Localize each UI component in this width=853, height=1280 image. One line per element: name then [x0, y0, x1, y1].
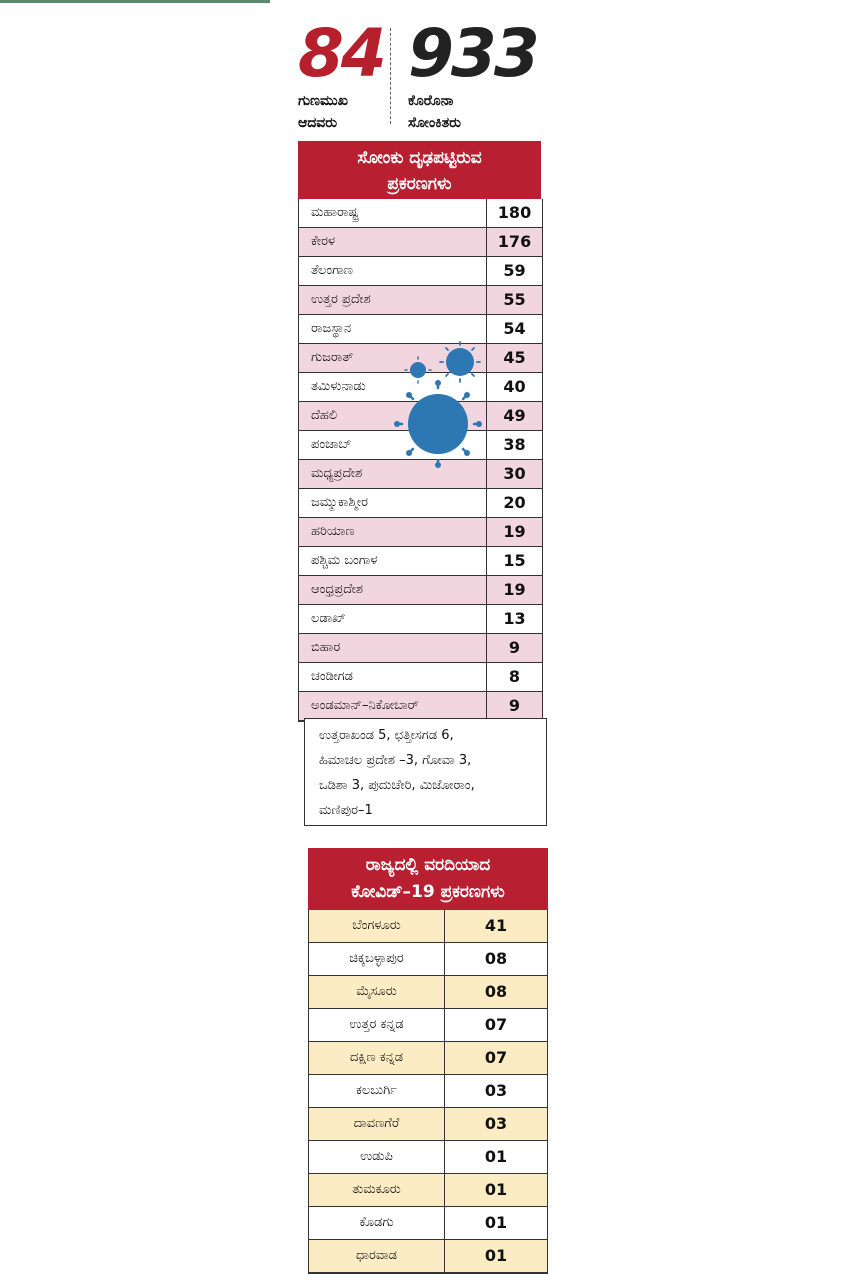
row-name: ಬಿಹಾರ [299, 634, 487, 662]
table-row [299, 663, 542, 692]
table-row [299, 199, 542, 228]
row-value: 180 [497, 203, 532, 222]
row-value: 19 [503, 522, 526, 541]
karnataka-table-header [308, 848, 548, 910]
row-value: 45 [503, 348, 526, 367]
row-value: 01 [484, 1180, 508, 1199]
table-row [299, 489, 542, 518]
footnote-line: ಮಣಿಪುರ–1 [319, 803, 373, 818]
row-value: 07 [484, 1015, 508, 1034]
row-value: 07 [484, 1048, 508, 1067]
footnote-line: ಉತ್ತರಾಖಂಡ 5, ಛತ್ತೀಸಗಡ 6, [319, 728, 454, 743]
row-name: ತೆಲಂಗಾಣ [299, 257, 487, 285]
table-row [309, 1075, 547, 1108]
table-row [309, 976, 547, 1009]
recovered-count: 84 [298, 15, 384, 92]
row-name: ದಾವಣಗೆರೆ [309, 1108, 445, 1140]
row-value: 01 [484, 1147, 508, 1166]
row-value: 9 [508, 696, 521, 715]
row-value: 9 [508, 638, 521, 657]
row-value: 03 [484, 1114, 508, 1133]
table-row [299, 228, 542, 257]
states-table-title-line2: ಪ್ರಕರಣಗಳು [387, 174, 452, 194]
recovered-stat [298, 15, 384, 134]
row-value: 03 [484, 1081, 508, 1100]
table-row [299, 257, 542, 286]
row-name: ಜಮ್ಮುಕಾಶ್ಮೀರ [299, 489, 487, 517]
footnote-line: ಒಡಿಶಾ 3, ಪುದುಚೇರಿ, ಮಿಜೋರಾಂ, [319, 778, 475, 793]
row-value: 20 [503, 493, 526, 512]
row-value: 15 [503, 551, 526, 570]
row-value: 54 [503, 319, 526, 338]
row-value: 40 [503, 377, 526, 396]
row-name: ಕೊಡಗು [309, 1207, 445, 1239]
row-name: ಆಂಧ್ರಪ್ರದೇಶ [299, 576, 487, 604]
table-row [299, 692, 542, 721]
row-name: ಚಂಡೀಗಡ [299, 663, 487, 691]
row-name: ಉತ್ತರ ಕನ್ನಡ [309, 1009, 445, 1041]
row-name: ಹರಿಯಾಣ [299, 518, 487, 546]
row-value: 19 [503, 580, 526, 599]
table-row [309, 1108, 547, 1141]
row-value: 38 [503, 435, 526, 454]
table-row [299, 634, 542, 663]
row-name: ಕೇರಳ [299, 228, 487, 256]
table-row [309, 1042, 547, 1075]
row-value: 55 [503, 290, 526, 309]
row-name: ದಕ್ಷಿಣ ಕನ್ನಡ [309, 1042, 445, 1074]
states-table-header [298, 141, 541, 199]
table-row [309, 910, 547, 943]
table-row [309, 943, 547, 976]
row-value: 08 [484, 982, 508, 1001]
row-name: ಚಿಕ್ಕಬಳ್ಳಾಪುರ [309, 943, 445, 975]
table-row [309, 1141, 547, 1174]
karnataka-table-body [308, 910, 548, 1274]
row-value: 8 [508, 667, 521, 686]
table-row [299, 547, 542, 576]
row-name: ತುಮಕೂರು [309, 1174, 445, 1206]
row-value: 30 [503, 464, 526, 483]
row-name: ಪಂಜಾಬ್ [299, 431, 487, 459]
row-name: ಪಶ್ಚಿಮ ಬಂಗಾಳ [299, 547, 487, 575]
row-value: 08 [484, 949, 508, 968]
row-name: ಕಲಬುರ್ಗಿ [309, 1075, 445, 1107]
states-table-title-line1: ಸೋಂಕು ದೃಢಪಟ್ಟಿರುವ [357, 148, 482, 168]
table-row [299, 286, 542, 315]
top-accent-line [0, 0, 270, 3]
row-name: ಉತ್ತರ ಪ್ರದೇಶ [299, 286, 487, 314]
karnataka-table-title-line1: ರಾಜ್ಯದಲ್ಲಿ ವರದಿಯಾದ [365, 855, 491, 875]
states-footnote [304, 718, 547, 826]
cases-label-line1: ಕೊರೊನಾ [408, 93, 454, 109]
table-row [309, 1207, 547, 1240]
row-name: ಧಾರವಾಡ [309, 1240, 445, 1272]
row-name: ಮಧ್ಯಪ್ರದೇಶ [299, 460, 487, 488]
row-name: ಬೆಂಗಳೂರು [309, 910, 445, 942]
row-name: ರಾಜಸ್ಥಾನ [299, 315, 487, 343]
row-name: ಲಡಾಖ್ [299, 605, 487, 633]
coronavirus-icon [392, 338, 492, 470]
recovered-label-line1: ಗುಣಮುಖ [298, 93, 348, 109]
table-row [299, 518, 542, 547]
recovered-label-line2: ಆದವರು [298, 115, 338, 131]
karnataka-table-title-line2: ಕೋವಿಡ್–19 ಪ್ರಕರಣಗಳು [351, 882, 505, 902]
row-value: 41 [484, 916, 508, 935]
row-name: ಉಡುಪಿ [309, 1141, 445, 1173]
footnote-line: ಹಿಮಾಚಲ ಪ್ರದೇಶ –3, ಗೋವಾ 3, [319, 753, 472, 768]
row-name: ಅಂಡಮಾನ್–ನಿಕೋಬಾರ್ [299, 692, 487, 720]
table-row [309, 1009, 547, 1042]
row-value: 01 [484, 1213, 508, 1232]
table-row [309, 1174, 547, 1207]
row-name: ಮಹಾರಾಷ್ಟ್ರ [299, 199, 487, 227]
row-value: 13 [503, 609, 526, 628]
row-value: 01 [484, 1246, 508, 1265]
table-row [299, 605, 542, 634]
cases-count: 933 [408, 15, 537, 92]
row-name: ತಮಿಳುನಾಡು [299, 373, 487, 401]
table-row [309, 1240, 547, 1273]
row-name: ದೆಹಲಿ [299, 402, 487, 430]
cases-stat [408, 15, 537, 134]
row-name: ಗುಜರಾತ್ [299, 344, 487, 372]
row-name: ಮೈಸೂರು [309, 976, 445, 1008]
table-row [299, 576, 542, 605]
cases-label-line2: ಸೋಂಕಿತರು [408, 115, 461, 131]
karnataka-cases-table [308, 848, 548, 1274]
row-value: 176 [497, 232, 532, 251]
row-value: 59 [503, 261, 526, 280]
row-value: 49 [503, 406, 526, 425]
stat-divider [390, 28, 391, 124]
